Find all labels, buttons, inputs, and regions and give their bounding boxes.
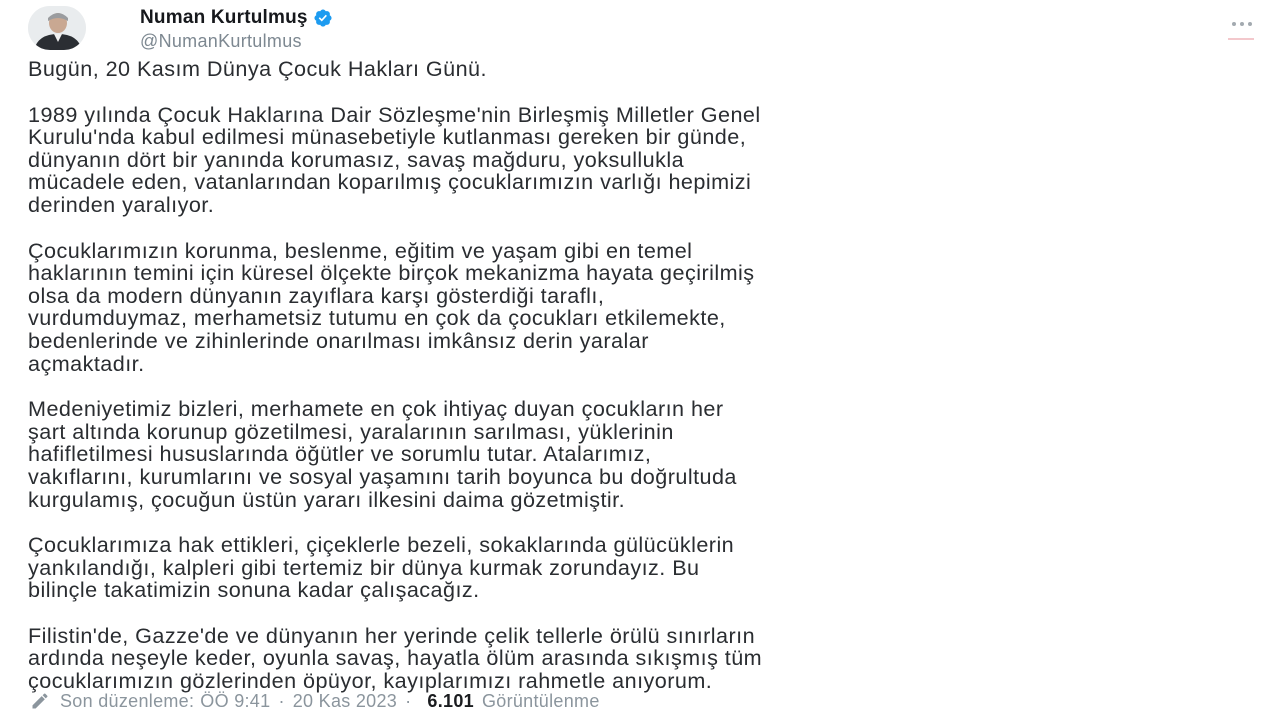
tweet-paragraph: Medeniyetimiz bizleri, merhamete en çok ihtiyaç duyan çocukların her şart altında korunup gözetilmesi, yaralarının sarılması, yüklerinin hafifletilmesi hususlarında öğütler ve sorumlu tutar. Atalarımız, vakıflarını, kurumlarını ve sosyal yaşamını tarih boyunca bu doğrultuda kurgulamış, çocuğun üstün yararı ilkesini daima gözetmiştir.	[28, 396, 737, 512]
meta-separator: ·	[405, 690, 412, 711]
author-handle[interactable]: @NumanKurtulmus	[140, 31, 302, 51]
more-dot	[1248, 22, 1252, 26]
more-dot	[1232, 22, 1236, 26]
tweet-paragraph: 1989 yılında Çocuk Haklarına Dair Sözleşme'nin Birleşmiş Milletler Genel Kurulu'nda kabul edilmesi münasebetiyle kutlanması gereken bir günde, dünyanın dört bir yanında korumasız, savaş mağduru, yoksullukla mücadele eden, vatanlarından koparılmış çocuklarımızın varlığı hepimizi derinden yaralıyor.	[28, 101, 761, 217]
more-options-icon[interactable]	[1222, 12, 1262, 36]
pencil-icon[interactable]	[30, 691, 50, 711]
tweet-text	[28, 58, 1248, 716]
author-names	[140, 6, 333, 52]
display-name[interactable]: Numan Kurtulmuş	[140, 7, 308, 28]
edited-label[interactable]: Son düzenleme:	[60, 690, 195, 711]
tweet-paragraph: Bugün, 20 Kasım Dünya Çocuk Hakları Günü.	[28, 56, 487, 81]
verified-badge-icon[interactable]	[313, 8, 333, 28]
tweet-date[interactable]: 20 Kas 2023	[292, 690, 398, 711]
avatar[interactable]	[28, 6, 86, 50]
views-label: Görüntülenme	[481, 690, 600, 711]
meta-separator: ·	[278, 690, 285, 711]
more-options-underline	[1228, 38, 1254, 40]
profile-photo	[28, 6, 86, 50]
tweet-paragraph: Filistin'de, Gazze'de ve dünyanın her yerinde çelik tellerle örülü sınırların ardında neşeyle keder, oyunla savaş, hayatla ölüm arasında sıkışmış tüm çocuklarımızın gözlerinden öpüyor, kayıplarımızı rahmetle anıyorum.	[28, 622, 763, 694]
tweet-paragraph: Çocuklarımıza hak ettikleri, çiçeklerle bezeli, sokaklarında gülücüklerin yankılandığı, kalpleri gibi tertemiz bir dünya kurmak zorundayız. Bu bilinçle takatimizin sonuna kadar çalışacağız.	[28, 532, 735, 603]
tweet-paragraph: Çocuklarımızın korunma, beslenme, eğitim ve yaşam gibi en temel haklarının temini için küresel ölçekte birçok mekanizma hayata geçirilmiş olsa da modern dünyanın zayıflara karşı gösterdiği taraflı, vurdumduymaz, merhametsiz tutumu en çok da çocukları etkilemekte, bedenlerinde ve zihinlerinde onarılması imkânsız derin yaralar açmaktadır.	[28, 237, 755, 376]
tweet-time[interactable]: ÖÖ 9:41	[200, 690, 271, 711]
display-name-row	[140, 6, 333, 30]
tweet-meta	[30, 689, 600, 713]
tweet-header	[22, 4, 1262, 52]
views-count: 6.101	[427, 690, 474, 711]
more-dot	[1240, 22, 1244, 26]
